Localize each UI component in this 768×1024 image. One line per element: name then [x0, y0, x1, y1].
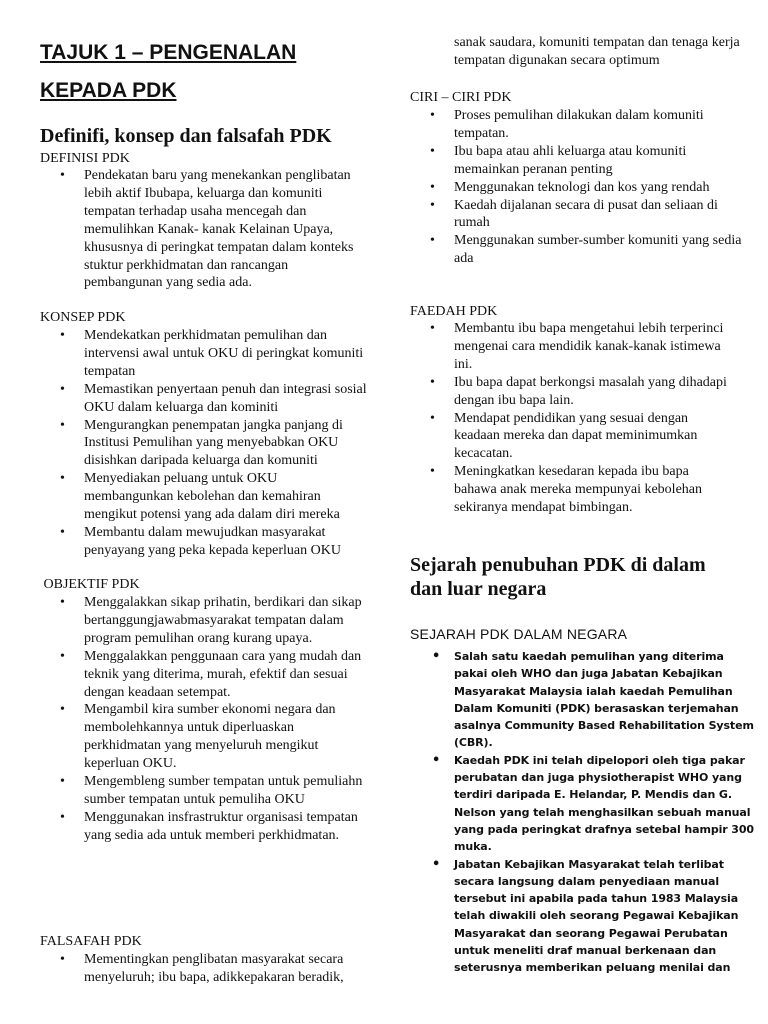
objektif-list: [40, 594, 370, 845]
objektif-label: OBJEKTIF PDK: [40, 577, 140, 592]
list-item: • Ibu bapa atau ahli keluarga atau komuniti memainkan peranan penting: [410, 143, 750, 179]
list-item: • Ibu bapa dapat berkongsi masalah yang dihadapi dengan ibu bapa lain.: [410, 374, 730, 410]
sejarah-dalam-list: [410, 648, 760, 977]
list-item: • Salah satu kaedah pemulihan yang diterima pakai oleh WHO dan juga Jabatan Kebajikan Masyarakat Malaysia ialah kaedah Pemulihan Dalam Komuniti (PDK) berasaskan terjemahan asalnya Community Based Rehabilitation System (CBR).: [410, 648, 760, 752]
list-item: • Memastikan penyertaan penuh dan integrasi sosial OKU dalam keluarga dan kominiti: [40, 381, 370, 417]
page-title-line2: KEPADA PDK: [40, 79, 177, 102]
list-item: • Mengambil kira sumber ekonomi negara dan membolehkannya untuk diperluaskan perkhidmatan yang menyeluruh mengikut keperluan OKU.: [40, 701, 370, 773]
definisi-list: [40, 167, 370, 292]
list-item: • Membantu dalam mewujudkan masyarakat penyayang yang peka kepada keperluan OKU: [40, 524, 370, 560]
list-item: • Kaedah dijalanan secara di pusat dan seliaan di rumah: [410, 197, 750, 233]
list-item: • Mengembleng sumber tempatan untuk pemuliahn sumber tempatan untuk pemuliha OKU: [40, 773, 370, 809]
list-item: • Proses pemulihan dilakukan dalam komuniti tempatan.: [410, 107, 750, 143]
list-item: • Pendekatan baru yang menekankan penglibatan lebih aktif Ibubapa, keluarga dan komuniti tempatan terhadap usaha mencegah dan memulihkan Kanak- kanak Kelainan Upaya, khususnya di peringkat tempatan dalam konteks stuktur perkhidmatan dan rancangan pembangunan yang sedia ada.: [40, 167, 370, 292]
list-item: • Menggunakan sumber-sumber komuniti yang sedia ada: [410, 232, 750, 268]
section-heading: Definifi, konsep dan falsafah PDK: [40, 125, 332, 147]
list-item: • Menggunakan insfrastruktur organisasi tempatan yang sedia ada untuk memberi perkhidmatan.: [40, 809, 370, 845]
konsep-label: KONSEP PDK: [40, 310, 126, 325]
list-item: • Membantu ibu bapa mengetahui lebih terperinci mengenai cara mendidik kanak-kanak istimewa ini.: [410, 320, 730, 374]
falsafah-list: [40, 951, 370, 987]
konsep-list: [40, 327, 370, 560]
list-item: • Mendapat pendidikan yang sesuai dengan keadaan mereka dan dapat meminimumkan kecacatan.: [410, 410, 730, 464]
sejarah-heading: Sejarah penubuhan PDK di dalam dan luar negara: [410, 554, 706, 600]
list-item: • Menyediakan peluang untuk OKU membangunkan kebolehan dan kemahiran mengikut potensi yang ada dalam diri mereka: [40, 470, 370, 524]
page-title-line1: TAJUK 1 – PENGENALAN: [40, 41, 297, 64]
falsafah-continued-text: sanak saudara, komuniti tempatan dan tenaga kerja tempatan digunakan secara optimum: [454, 35, 740, 68]
list-item: • Menggalakkan penggunaan cara yang mudah dan teknik yang diterima, murah, efektif dan sesuai dengan keadaan setempat.: [40, 648, 370, 702]
list-item: • Mementingkan penglibatan masyarakat secara menyeluruh; ibu bapa, adikkepakaran beradik,: [40, 951, 370, 987]
list-item: • Mengurangkan penempatan jangka panjang di Institusi Pemulihan yang menyebabkan OKU disishkan daripada keluarga dan komuniti: [40, 417, 370, 471]
ciri-list: [410, 107, 750, 268]
faedah-label: FAEDAH PDK: [410, 304, 498, 319]
list-item: • Jabatan Kebajikan Masyarakat telah terlibat secara langsung dalam penyediaan manual tersebut ini apabila pada tahun 1983 Malaysia telah diwakili oleh seorang Pegawai Kebajikan Masyarakat dan seorang Pegawai Perubatan untuk meneliti draf manual berkenaan dan seterusnya memberikan peluang menilai dan: [410, 856, 760, 977]
list-item: • Menggunakan teknologi dan kos yang rendah: [410, 179, 750, 197]
list-item: • Mendekatkan perkhidmatan pemulihan dan intervensi awal untuk OKU di peringkat komuniti tempatan: [40, 327, 370, 381]
ciri-label: CIRI – CIRI PDK: [410, 90, 512, 105]
definisi-label: DEFINISI PDK: [40, 151, 130, 166]
falsafah-label: FALSAFAH PDK: [40, 934, 142, 949]
sejarah-dalam-label: SEJARAH PDK DALAM NEGARA: [410, 626, 628, 642]
faedah-list: [410, 320, 730, 517]
list-item: • Meningkatkan kesedaran kepada ibu bapa bahawa anak mereka mempunyai kebolehan sekiranya mendapat bimbingan.: [410, 463, 730, 517]
list-item: • Menggalakkan sikap prihatin, berdikari dan sikap bertanggungjawabmasyarakat tempatan dalam program pemulihan orang kurang upaya.: [40, 594, 370, 648]
list-item: • Kaedah PDK ini telah dipelopori oleh tiga pakar perubatan dan juga physiotherapist WHO yang terdiri daripada E. Helandar, P. Mendis dan G. Nelson yang telah menghasilkan sebuah manual yang pada peringkat drafnya setebal hampir 300 muka.: [410, 752, 760, 856]
